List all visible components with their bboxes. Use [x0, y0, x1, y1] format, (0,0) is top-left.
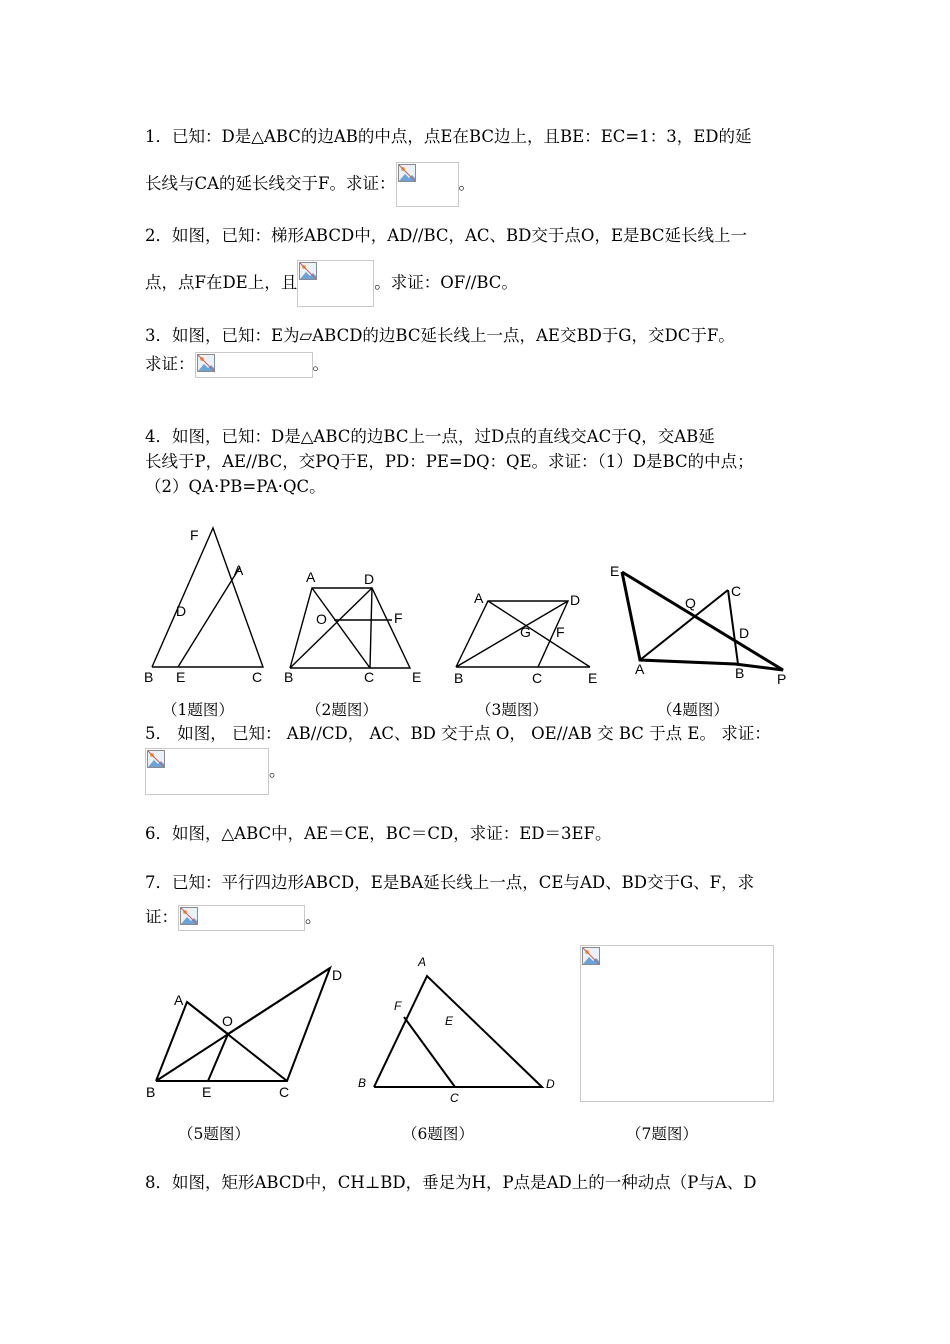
problem-2-line-2: 点，点F在DE上，且 。求证：OF//BC。 — [145, 260, 518, 307]
problem-4-line-2: 长线于P，AE//BC，交PQ于E，PD：PE=DQ：QE。求证：（1）D是BC的中点； — [145, 452, 754, 471]
diagonal-ac — [312, 588, 370, 668]
caption-figure-1: （1题图） — [162, 701, 234, 719]
label-d: D — [364, 571, 375, 587]
figure-2 — [282, 568, 432, 688]
formula-image-placeholder — [145, 748, 269, 795]
problem-8-line-1: 8．如图，矩形ABCD中，CH⊥BD，垂足为H，P点是AD上的一种动点（P与A、D — [145, 1173, 757, 1192]
label-e: E — [412, 669, 422, 685]
triangle-abd — [374, 976, 542, 1087]
problem-7-line-1: 7．已知：平行四边形ABCD，E是BA延长线上一点，CE与AD、BD交于G、F，求 — [145, 873, 755, 892]
label-c: C — [364, 669, 375, 685]
formula-image-placeholder — [396, 162, 459, 207]
label-b: B — [284, 669, 294, 685]
label-c: C — [279, 1084, 290, 1100]
label-a: A — [306, 569, 316, 585]
label-d: D — [546, 1077, 555, 1091]
caption-figure-3: （3题图） — [476, 701, 548, 719]
segment-ef — [178, 567, 240, 667]
label-c: C — [450, 1091, 459, 1105]
label-e: E — [445, 1014, 454, 1028]
label-c: C — [532, 670, 543, 686]
label-b: B — [735, 665, 745, 681]
problem-4-line-1: 4．如图，已知：D是△ABC的边BC上一点，过D点的直线交AC于Q，交AB延 — [145, 427, 715, 446]
label-a: A — [474, 590, 484, 606]
label-f: F — [556, 624, 565, 640]
problem-4-line-3: （2）QA·PB=PA·QC。 — [145, 477, 326, 496]
problem-1-line-2: 长线与CA的延长线交于F。求证： 。 — [145, 162, 475, 207]
problem-3-line-2: 求证： 。 — [145, 352, 329, 378]
label-a: A — [418, 955, 427, 969]
diagonal-bd — [456, 601, 568, 667]
problem-2-line-1: 2．如图，已知：梯形ABCD中，AD//BC，AC、BD交于点O，E是BC延长线上一 — [145, 226, 748, 245]
label-p: P — [777, 671, 787, 687]
label-b: B — [454, 670, 464, 686]
label-e: E — [610, 563, 620, 579]
triangle-fbc — [152, 528, 263, 667]
label-d: D — [739, 625, 750, 641]
problem-7-line-2: 证： 。 — [145, 905, 322, 931]
label-b: B — [146, 1084, 156, 1100]
label-a: A — [635, 661, 645, 677]
problem-5-line-2: 。 — [145, 748, 286, 795]
label-f: F — [394, 999, 402, 1013]
label-b: B — [144, 669, 154, 685]
problem-5-line-1: 5． 如图， 已知： AB//CD， AC、BD 交于点 O， OE//AB 交 BC 于点 E。 求证： — [145, 724, 771, 743]
problem-6-line-1: 6．如图，△ABC中，AE＝CE，BC＝CD，求证：ED＝3EF。 — [145, 824, 612, 843]
diagonal-ac — [187, 1002, 287, 1081]
broken-image-icon — [147, 750, 165, 768]
label-f: F — [190, 527, 199, 543]
label-c: C — [731, 583, 742, 599]
label-d: D — [176, 603, 187, 619]
caption-figure-2: （2题图） — [306, 701, 378, 719]
caption-figure-7: （7题图） — [626, 1125, 698, 1143]
caption-figure-5: （5题图） — [178, 1125, 250, 1143]
figure-7-image-placeholder — [580, 945, 774, 1102]
segment-cb — [728, 590, 738, 664]
label-b: B — [358, 1076, 367, 1090]
broken-image-icon — [197, 354, 215, 372]
broken-image-icon — [582, 947, 600, 965]
label-g: G — [520, 624, 531, 640]
label-e: E — [588, 670, 598, 686]
broken-image-icon — [180, 907, 198, 925]
formula-image-placeholder — [178, 905, 305, 931]
problem-1-line-1: 1．已知：D是△ABC的边AB的中点，点E在BC边上，且BE：EC=1：3，ED的延 — [145, 127, 752, 146]
segment-ac — [640, 590, 728, 660]
label-d: D — [332, 967, 343, 983]
caption-figure-4: （4题图） — [657, 701, 729, 719]
label-a: A — [174, 992, 184, 1008]
label-q: Q — [685, 595, 696, 611]
diagonal-bd — [290, 588, 372, 668]
broken-image-icon — [299, 262, 317, 280]
figure-1 — [140, 520, 280, 690]
segment-ae — [488, 601, 590, 667]
trapezoid-outline — [290, 588, 410, 668]
figure-4 — [605, 560, 800, 690]
label-e: E — [176, 669, 186, 685]
formula-image-placeholder — [195, 352, 313, 378]
label-f: F — [394, 610, 403, 626]
label-c: C — [252, 669, 263, 685]
label-o: O — [222, 1013, 233, 1029]
label-e: E — [202, 1084, 212, 1100]
broken-image-icon — [398, 164, 416, 182]
segment-dc — [370, 588, 372, 668]
caption-figure-6: （6题图） — [402, 1125, 474, 1143]
figure-5 — [142, 960, 352, 1105]
figure-3 — [450, 585, 610, 690]
figure-6 — [352, 950, 567, 1105]
label-a: A — [234, 562, 244, 578]
label-o: O — [316, 611, 327, 627]
problem-3-line-1: 3．如图，已知：E为▱ABCD的边BC延长线上一点，AE交BD于G，交DC于F。 — [145, 326, 735, 345]
label-d: D — [570, 592, 581, 608]
diagonal-bd — [156, 968, 330, 1081]
formula-image-placeholder — [297, 260, 374, 307]
